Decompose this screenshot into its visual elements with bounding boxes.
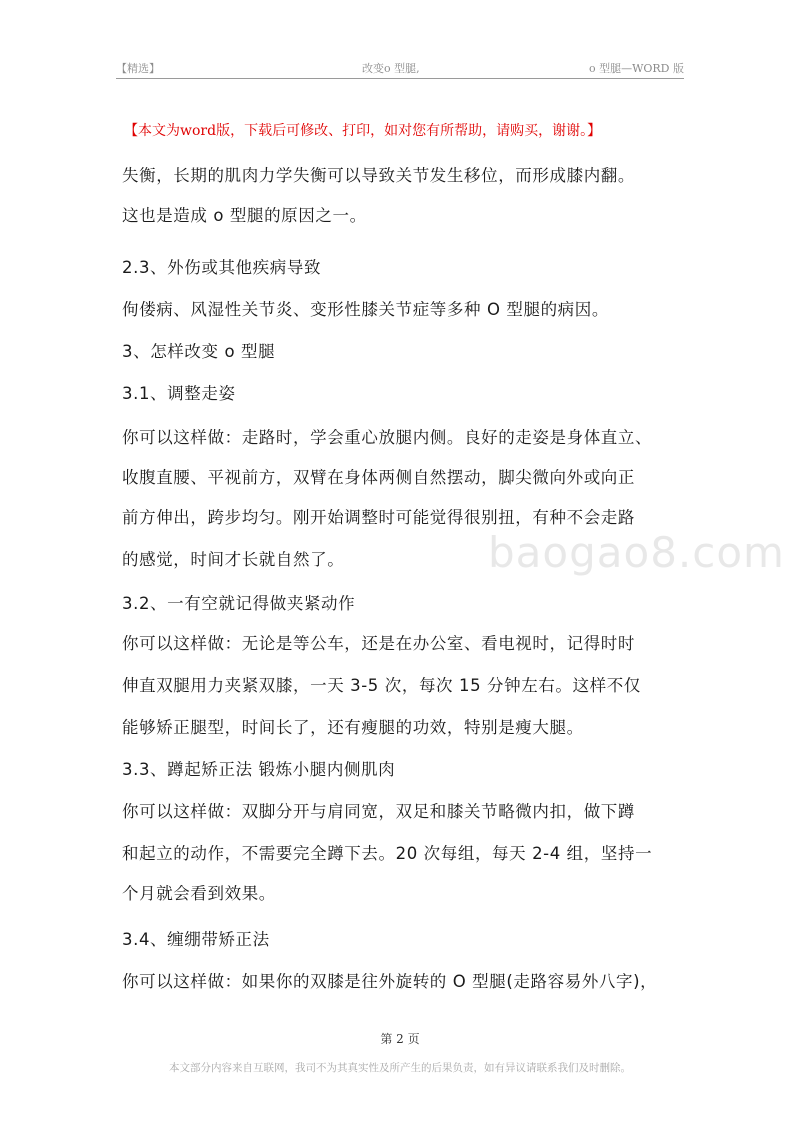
section-heading: 3.1、调整走姿 bbox=[122, 384, 236, 403]
download-notice: 【本文为word版，下载后可修改、打印，如对您有所帮助，请购买，谢谢。】 bbox=[124, 123, 602, 139]
section-heading: 3.4、缠绷带矫正法 bbox=[122, 930, 270, 949]
paragraph-line: 能够矫正腿型，时间长了，还有瘦腿的功效，特别是瘦大腿。 bbox=[122, 718, 584, 737]
paragraph-line: 佝偻病、风湿性关节炎、变形性膝关节症等多种 O 型腿的病因。 bbox=[122, 300, 609, 319]
paragraph-line: 这也是造成 o 型腿的原因之一。 bbox=[122, 206, 367, 225]
paragraph-line: 前方伸出，跨步均匀。刚开始调整时可能觉得很别扭，有种不会走路 bbox=[122, 508, 635, 527]
header-tag: 【精选】 bbox=[116, 62, 160, 75]
header-title: 改变o 型腿, bbox=[362, 62, 420, 75]
section-heading: 3.3、蹲起矫正法 锻炼小腿内侧肌肉 bbox=[122, 760, 396, 779]
paragraph-line: 你可以这样做：走路时，学会重心放腿内侧。良好的走姿是身体直立、 bbox=[122, 428, 653, 447]
section-heading: 3、怎样改变 o 型腿 bbox=[122, 342, 276, 361]
paragraph-line: 失衡，长期的肌肉力学失衡可以导致关节发生移位，而形成膝内翻。 bbox=[122, 166, 635, 185]
paragraph-line: 你可以这样做：双脚分开与肩同宽，双足和膝关节略微内扣，做下蹲 bbox=[122, 802, 635, 821]
paragraph-line: 和起立的动作，不需要完全蹲下去。20 次每组，每天 2-4 组，坚持一 bbox=[122, 844, 653, 863]
header-doc-type: o 型腿—WORD 版 bbox=[588, 62, 684, 75]
paragraph-line: 你可以这样做：如果你的双膝是往外旋转的 O 型腿(走路容易外八字)， bbox=[122, 972, 658, 991]
page-number: 第 2 页 bbox=[380, 1032, 420, 1046]
paragraph-line: 的感觉，时间才长就自然了。 bbox=[122, 550, 345, 569]
watermark: baogao8.com bbox=[488, 528, 785, 577]
section-heading: 3.2、一有空就记得做夹紧动作 bbox=[122, 594, 356, 613]
page-header bbox=[116, 58, 684, 79]
paragraph-line: 伸直双腿用力夹紧双膝，一天 3-5 次，每次 15 分钟左右。这样不仅 bbox=[122, 676, 641, 695]
section-heading: 2.3、外伤或其他疾病导致 bbox=[122, 258, 322, 277]
page-footer-disclaimer: 本文部分内容来自互联网，我司不为其真实性及所产生的后果负责，如有异议请联系我们及时删除。 bbox=[169, 1062, 631, 1074]
paragraph-line: 你可以这样做：无论是等公车，还是在办公室、看电视时，记得时时 bbox=[122, 634, 635, 653]
paragraph-line: 收腹直腰、平视前方，双臂在身体两侧自然摆动，脚尖微向外或向正 bbox=[122, 468, 635, 487]
paragraph-line: 个月就会看到效果。 bbox=[122, 884, 276, 903]
